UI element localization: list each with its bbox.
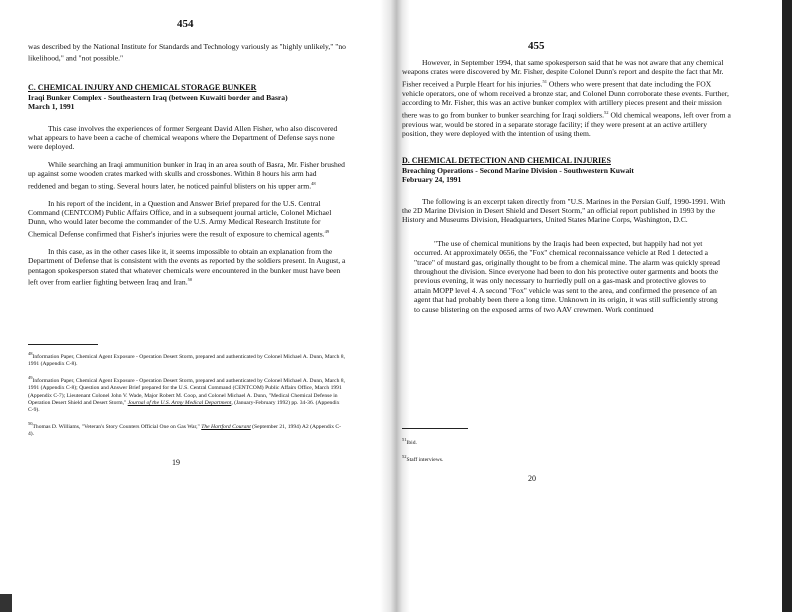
right-footnotes <box>402 436 732 470</box>
intro-text: However, in September 1994, that same spokesperson said that he was not aware that any chemical weapons crates were discovered by Mr. Fisher, despite Colonel Dunn's report and despite the fact that Mr. Fisher received a Purple Heart for his injuries.$^{51}$ Others who were present that date including the FOX vehicle operators, one of whom received a bronze star, and Colonel Dunn corroborate these events. Further, according to Mr. Fisher, this was an active bunker complex with artillery pieces present and their mission there was to go from bunker to bunker searching for Iraqi soldiers.$^{52}$ Old chemical weapons, left over from a previous war, would be stored in a separate storage facility; if they were present at an active artillery position, they were deployed with the intention of using them. <box>402 58 731 138</box>
paragraph-2: While searching an Iraqi ammunition bunker in Iraq in an area south of Basra, Mr. Fisher brushed up against some wooden crates marked with skulls and crossbones. Within 8 hours his arm had reddened and began to sting. Several hours later, he noticed painful blisters on his upper arm.$^{48}$ <box>28 159 345 191</box>
paragraph-3: In his report of the incident, in a Question and Answer Brief prepared for the U.S. Central Command (CENTCOM) Public Affairs Office, and in a subsequent journal article, Colonel Michael Dunn, who would later become the commander of the U.S. Army Medical Research Institute for Chemical Defense confirmed that Fisher's injuries were the result of exposure to chemical agents.$^{49}$ <box>28 198 332 239</box>
dateline: February 24, 1991 <box>402 175 462 185</box>
footnote-ref: 50 <box>187 276 193 282</box>
paragraph-1: This case involves the experiences of former Sergeant David Allen Fisher, who also discovered what appears to have been a cache of chemical weapons where the Department of Defense says none were deployed. <box>28 123 338 152</box>
intro-text: was described by the National Institute for Standards and Technology variously as "highly unlikely," "no likelihood," and "not possible." <box>28 42 346 63</box>
section-heading: D. CHEMICAL DETECTION AND CHEMICAL INJURIES <box>402 156 611 166</box>
left-page-body <box>28 42 346 295</box>
quoted-excerpt: "The use of chemical munitions by the Iraqis had been expected, but happily had not yet occurred. At approximately 0656, the "Fox" chemical reconnaissance vehicle at Red 1 detected a "trace" of mustard gas, originally thought to be from a chemical mine. The alarm was quickly spread throughout the division. Since everyone had been to don his protective outer garments and boots the previous evening, it was only necessary to hurriedly pull on a gas-mask and protective gloves to attain MOPP level 4. A second "Fox" vehicle was sent to the area, and confirmed the presence of an agent that had probably been there a long time. Unknown in its origin, it was still sufficiently strong to cause blistering on the exposed arms of two AAV crewmen. Work continued <box>414 238 720 314</box>
scan-edge <box>0 594 12 612</box>
page-top-number: 454 <box>177 18 194 30</box>
footnote-ref: 48 <box>311 180 316 186</box>
right-page <box>392 0 792 612</box>
left-footnotes <box>28 350 346 444</box>
footnote: $^{50}$Thomas D. Williams, "Veteran's Story Counters Official One on Gas War," The Hartford Courant (September 21, 1994) A2 (Appendix C-4). <box>28 421 342 438</box>
footnote-rule <box>402 428 468 429</box>
page-top-number: 455 <box>528 40 545 52</box>
footnote: $^{51}$Ibid. <box>402 437 417 446</box>
page-footer-number: 20 <box>528 474 536 483</box>
right-page-body <box>402 58 732 314</box>
footnote-rule <box>28 344 98 345</box>
subheading: Breaching Operations - Second Marine Division - Southwestern Kuwait <box>402 165 634 175</box>
subheading: Iraqi Bunker Complex - Southeastern Iraq (between Kuwaiti border and Basra) <box>28 92 288 102</box>
lead-paragraph: The following is an excerpt taken directly from "U.S. Marines in the Persian Gulf, 1990-1991. With the 2D Marine Division in Desert Shield and Desert Storm," an official report published in 1993 by the History and Museums Division, Headquarters, United States Marine Corps, Washington, D.C. <box>402 196 726 225</box>
footnote: $^{49}$Information Paper, Chemical Agent Exposure - Operation Desert Storm, prepared and authenticated by Colonel Michael A. Dunn, March 8, 1991 (Appendix C-8); Question and Answer Brief prepared for the U.S. Central Command (CENTCOM) Public Affairs Office, March 1991 (Appendix C-7); Lieutenant Colonel John V. Wade, Major Robert M. Coop, and Colonel Michael A. Dunn, "Medical Chemical Defense in Operation Desert Shield and Desert Storm," Journal of the U.S. Army Medical Department, (January-February 1992) pp. 34-36. (Appendix C-9). <box>28 375 345 413</box>
page-footer-number: 19 <box>172 458 180 467</box>
left-page <box>0 0 392 612</box>
footnote-ref: 49 <box>324 228 330 234</box>
section-heading: C. CHEMICAL INJURY AND CHEMICAL STORAGE BUNKER <box>28 83 257 93</box>
paragraph-4: In this case, as in the other cases like it, it seems impossible to obtain an explanation from the Department of Defense that is consistent with the events as reported by the soldiers present. In August, a pentagon spokesperson stated that whatever chemicals were encountered in the bunker must have been left over from earlier fighting between Iraq and Iran.$^{50}$ <box>28 246 346 287</box>
dateline: March 1, 1991 <box>28 102 75 112</box>
footnote: $^{52}$Staff interviews. <box>402 454 444 463</box>
scan-edge <box>782 0 792 612</box>
footnote: $^{48}$Information Paper, Chemical Agent Exposure - Operation Desert Storm, prepared and authenticated by Colonel Michael A. Dunn, March 8, 1991 (Appendix C-8). <box>28 351 345 368</box>
